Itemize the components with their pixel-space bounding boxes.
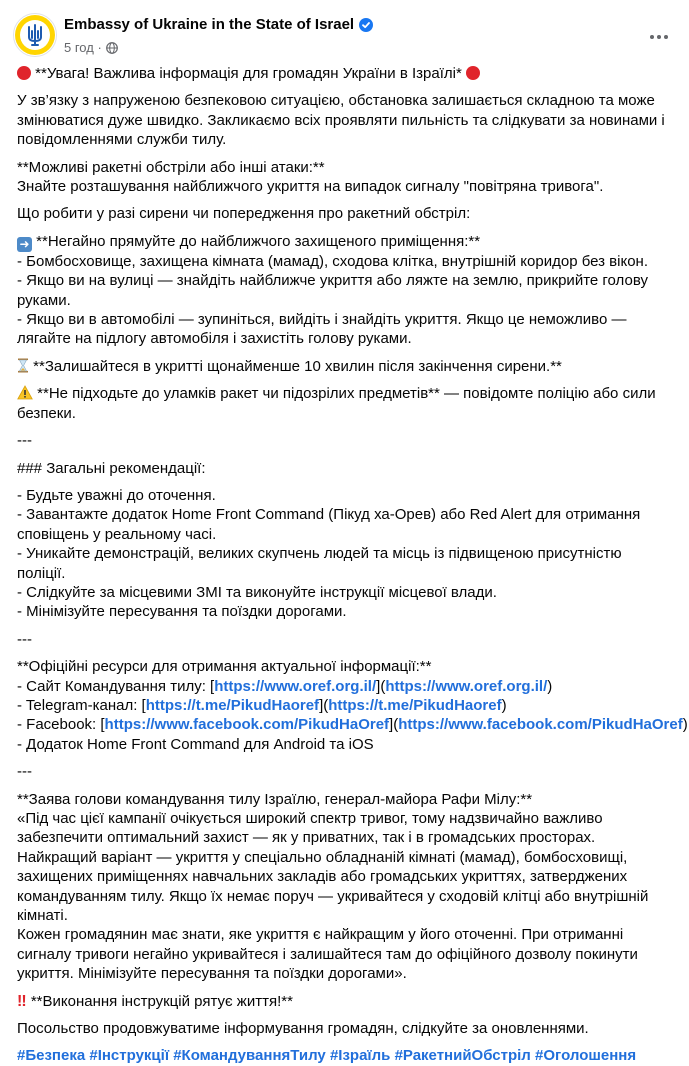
statement-line: захищених приміщеннях навчальних закладів або громадських укриттях, затверджених [17, 868, 628, 886]
general-line: - Уникайте демонстрацій, великих скупчень людей та місць із підвищеною присутністю [17, 545, 622, 563]
avatar-inner [20, 20, 50, 50]
debris-line: **Не підходьте до уламків ракет чи підозрілих предметів** — повідомте поліцію або сили [17, 384, 673, 403]
statement-heading: **Заява голови командування тилу Ізраїлю, генерал-майора Рафи Мілу:** [17, 790, 533, 808]
telegram-link[interactable]: https://t.me/PikudHaoref [328, 696, 502, 714]
more-dots-icon [649, 34, 669, 40]
attacks-text: Знайте розташування найближчого укриття на випадок сигналу "повітряна тривога". [17, 178, 604, 196]
closing-line: Посольство продовжуватиме інформування громадян, слідкуйте за оновленнями. [17, 1020, 589, 1038]
intro-line: повідомленнями служби тилу. [17, 131, 227, 149]
lifesaving-line: ‼ **Виконання інструкцій рятує життя!** [17, 992, 293, 1010]
statement-line: Найкращий варіант — укриття у спеціально обладнаній кімнаті (мамад), бомбосховищі, [17, 848, 628, 866]
hashtag-link[interactable]: #КомандуванняТилу [173, 1047, 326, 1065]
telegram-link[interactable]: https://t.me/PikudHaoref [145, 696, 320, 714]
statement-line: «Під час цієї кампанії очікується широкий спектр тривог, тому надзвичайно важливо [17, 810, 603, 827]
hashtag-link[interactable]: #РакетнийОбстріл [394, 1047, 531, 1065]
go-shelter-line: ➜ **Негайно прямуйте до найближчого захищеного приміщення:** [17, 232, 673, 252]
statement-line: Кожен громадянин має знати, яке укриття є найкращим у його оточенні. При отриманні [17, 926, 624, 944]
hashtag-link[interactable]: #Оголошення [535, 1047, 637, 1065]
shelter-line: лягайте на підлогу автомобіля і захистіть голову руками. [17, 330, 412, 348]
warning-icon [17, 385, 33, 400]
red-circle-icon [17, 66, 31, 80]
statement-line: забезпечити оптимальний захист — як у приватних, так і в громадських просторах. [17, 829, 596, 847]
double-exclamation-icon: ‼ [17, 992, 27, 1010]
post-time[interactable]: 5 год · [64, 40, 102, 55]
statement-line: кімнаті. [17, 907, 68, 925]
hashtag-link[interactable]: #Інструкції [89, 1047, 170, 1065]
right-arrow-icon: ➜ [17, 237, 32, 252]
statement-line: сигналу тривоги негайно укривайтеся і залишайтеся там до офіційного дозволу покинути [17, 945, 638, 963]
facebook-link[interactable]: https://www.facebook.com/PikudHaOref [398, 716, 683, 734]
resources-heading: **Офіційні ресурси для отримання актуальної інформації:** [17, 658, 432, 676]
page-avatar[interactable] [13, 13, 57, 57]
debris-line: безпеки. [17, 404, 76, 422]
general-heading: ### Загальні рекомендації: [17, 459, 206, 477]
shelter-line: - Якщо ви в автомобілі — зупиніться, вийдіть і знайдіть укриття. Якщо це неможливо — [17, 311, 627, 329]
general-line: - Мінімізуйте пересування та поїздки дорогами. [17, 603, 347, 621]
post-body [17, 64, 688, 1066]
red-circle-icon [466, 66, 480, 80]
attacks-heading: **Можливі ракетні обстріли або інші атаки:** [17, 158, 325, 176]
statement-line: командуванням тилу. Якщо їх немає поруч — укривайтеся у сходовій клітці або внутрішній [17, 887, 649, 905]
more-options-button[interactable] [643, 21, 675, 53]
intro-line: змінюватися дуже швидко. Закликаємо всіх проявляти пильність та слідкувати за новинами і [17, 111, 665, 129]
general-line: сповіщень у реальному часі. [17, 525, 217, 543]
shelter-line: - Бомбосховище, захищена кімната (мамад), сходова клітка, внутрішній коридор без вікон. [17, 252, 649, 270]
statement-line: укриття. Мінімізуйте пересування та поїздки дорогами». [17, 965, 407, 983]
oref-link[interactable]: https://www.oref.org.il/ [214, 677, 377, 695]
avatar-ring [15, 15, 55, 55]
general-line: поліції. [17, 564, 66, 582]
intro-line: У зв’язку з напруженою безпековою ситуацією, обстановка залишається складною та може [17, 92, 655, 110]
facebook-link[interactable]: https://www.facebook.com/PikudHaOref [104, 716, 390, 734]
resource-facebook: - Facebook: [https://www.facebook.com/PikudHaOref](https://www.facebook.com/PikudHaOref) [17, 716, 688, 734]
resource-telegram: - Telegram-канал: [https://t.me/PikudHaoref](https://t.me/PikudHaoref) [17, 696, 507, 714]
separator: --- [17, 432, 32, 450]
hashtags [17, 1046, 673, 1065]
post-title: **Увага! Важлива інформація для громадян України в Ізраїлі* [17, 64, 673, 83]
shelter-line: - Якщо ви на вулиці — знайдіть найближче укриття або ляжте на землю, прикрийте голову [17, 272, 648, 290]
separator: --- [17, 630, 32, 648]
post-header [13, 13, 677, 63]
shelter-line: руками. [17, 291, 71, 309]
resource-site: - Сайт Командування тилу: [https://www.oref.org.il/](https://www.oref.org.il/) [17, 677, 553, 695]
separator: --- [17, 763, 32, 781]
general-line: - Слідкуйте за місцевими ЗМІ та виконуйте інструкції місцевої влади. [17, 583, 497, 601]
verified-badge-icon [359, 18, 373, 32]
post-meta [64, 40, 118, 55]
general-line: - Завантажте додаток Home Front Command (Пікуд ха-Орев) або Red Alert для отримання [17, 506, 641, 524]
siren-heading: Що робити у разі сирени чи попередження про ракетний обстріл: [17, 205, 471, 223]
globe-icon [106, 42, 118, 54]
hourglass-icon [17, 358, 29, 373]
oref-link[interactable]: https://www.oref.org.il/ [385, 677, 548, 695]
trident-icon [25, 23, 45, 47]
hashtag-link[interactable]: #Безпека [17, 1047, 86, 1065]
stay-line: **Залишайтеся в укритті щонайменше 10 хвилин після закінчення сирени.** [17, 357, 673, 376]
general-line: - Будьте уважні до оточення. [17, 486, 216, 504]
resource-app: - Додаток Home Front Command для Android та iOS [17, 735, 374, 753]
page-name-text[interactable]: Embassy of Ukraine in the State of Israel [64, 16, 355, 33]
hashtag-link[interactable]: #Ізраїль [329, 1047, 391, 1065]
page-name[interactable] [64, 16, 373, 33]
